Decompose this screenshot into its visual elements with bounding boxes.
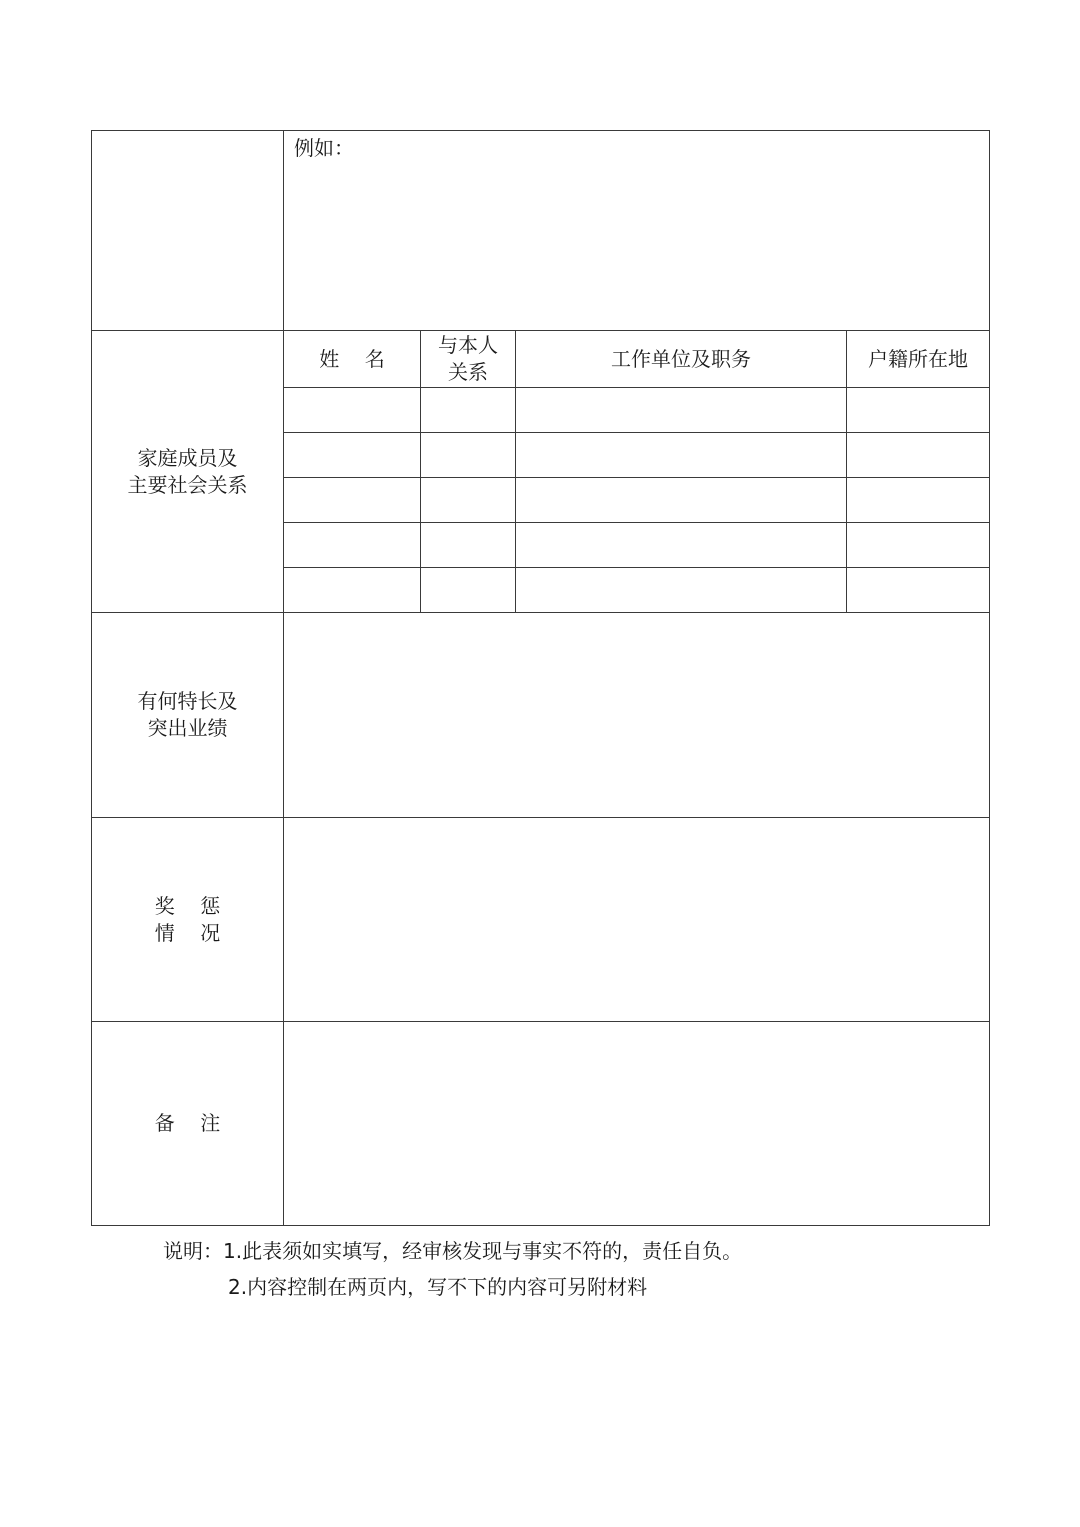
remarks-content-cell[interactable] <box>284 1022 990 1226</box>
note-line-1: 说明：1.此表须如实填写，经审核发现与事实不符的，责任自负。 <box>163 1239 743 1263</box>
family-residence-cell[interactable] <box>847 568 990 613</box>
example-text: 例如： <box>294 136 354 160</box>
family-name-cell[interactable] <box>284 388 421 433</box>
family-residence-cell[interactable] <box>847 523 990 568</box>
header-work: 工作单位及职务 <box>516 331 847 388</box>
family-header-row <box>92 331 990 388</box>
family-work-cell[interactable] <box>516 523 847 568</box>
family-section-label: 家庭成员及 主要社会关系 <box>92 331 284 613</box>
family-relation-cell[interactable] <box>421 433 516 478</box>
registration-form-table <box>91 130 990 1226</box>
family-relation-cell[interactable] <box>421 478 516 523</box>
form-notes <box>163 1233 742 1305</box>
specialty-content-cell[interactable] <box>284 613 990 818</box>
family-work-cell[interactable] <box>516 478 847 523</box>
specialty-row <box>92 613 990 818</box>
family-name-cell[interactable] <box>284 433 421 478</box>
family-relation-cell[interactable] <box>421 523 516 568</box>
family-residence-cell[interactable] <box>847 433 990 478</box>
family-name-cell[interactable] <box>284 568 421 613</box>
example-row-label-cell <box>92 131 284 331</box>
family-name-cell[interactable] <box>284 478 421 523</box>
remarks-row <box>92 1022 990 1226</box>
family-work-cell[interactable] <box>516 568 847 613</box>
remarks-label: 备 注 <box>92 1022 284 1226</box>
specialty-label: 有何特长及 突出业绩 <box>92 613 284 818</box>
rewards-row <box>92 818 990 1022</box>
rewards-content-cell[interactable] <box>284 818 990 1022</box>
family-relation-cell[interactable] <box>421 568 516 613</box>
rewards-label: 奖 惩 情 况 <box>92 818 284 1022</box>
example-row <box>92 131 990 331</box>
header-relation: 与本人 关系 <box>421 331 516 388</box>
header-residence: 户籍所在地 <box>847 331 990 388</box>
family-relation-cell[interactable] <box>421 388 516 433</box>
family-name-cell[interactable] <box>284 523 421 568</box>
header-name: 姓 名 <box>284 331 421 388</box>
example-content-cell[interactable] <box>284 131 990 331</box>
note-line-2: 2.内容控制在两页内，写不下的内容可另附材料 <box>228 1275 648 1299</box>
family-work-cell[interactable] <box>516 388 847 433</box>
family-residence-cell[interactable] <box>847 478 990 523</box>
family-work-cell[interactable] <box>516 433 847 478</box>
family-residence-cell[interactable] <box>847 388 990 433</box>
